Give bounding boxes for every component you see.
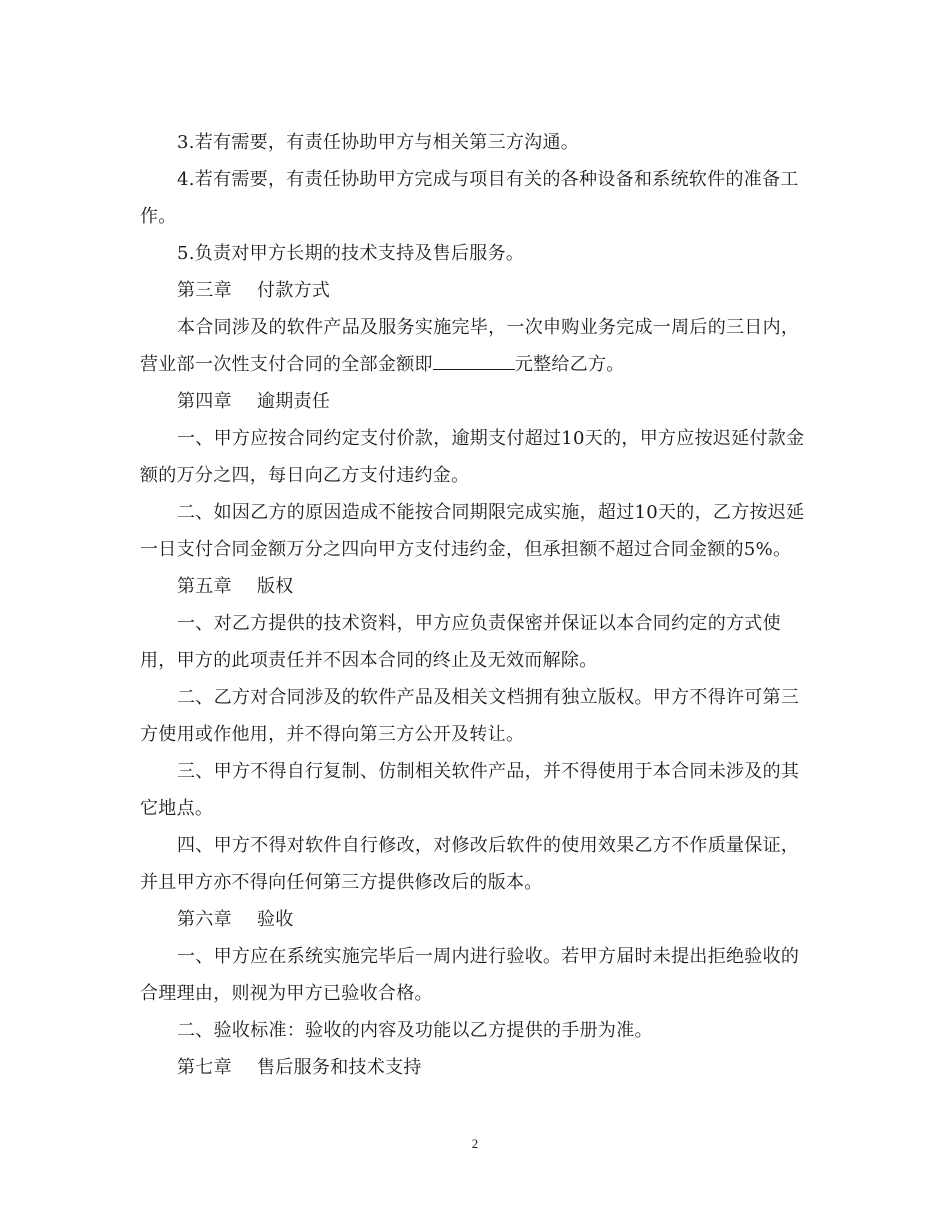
paragraph-obligation-3: 3.若有需要，有责任协助甲方与相关第三方沟通。: [177, 132, 580, 153]
paragraph-copyright-1: 一、对乙方提供的技术资料，甲方应负责保密并保证以本合同约定的方式使用，甲方的此项责任并不因本合同的终止及无效而解除。: [140, 613, 781, 671]
chapter-6-heading: [140, 901, 816, 938]
paragraph-acceptance-1: 一、甲方应在系统实施完毕后一周内进行验收。若甲方届时未提出拒绝验收的合理理由，则视为甲方已验收合格。: [140, 946, 800, 1004]
paragraph-copyright-3: 三、甲方不得自行复制、仿制相关软件产品，并不得使用于本合同未涉及的其它地点。: [140, 761, 800, 819]
chapter-4-heading: [140, 383, 816, 420]
paragraph-overdue-1: 一、甲方应按合同约定支付价款，逾期支付超过10天的，甲方应按迟延付款金额的万分之四，每日向乙方支付违约金。: [140, 428, 805, 486]
paragraph-payment: [140, 309, 816, 383]
chapter-3-number: 第三章: [177, 280, 232, 301]
paragraph-overdue-2: 二、如因乙方的原因造成不能按合同期限完成实施，超过10天的，乙方按迟延一日支付合同金额万分之四向甲方支付违约金，但承担额不超过合同金额的5%。: [140, 502, 805, 560]
paragraph-copyright-2: 二、乙方对合同涉及的软件产品及相关文档拥有独立版权。甲方不得许可第三方使用或作他用，并不得向第三方公开及转让。: [140, 687, 800, 745]
chapter-6-title: 验收: [257, 909, 294, 930]
paragraph-copyright-4: 四、甲方不得对软件自行修改，对修改后软件的使用效果乙方不作质量保证，并且甲方亦不得向任何第三方提供修改后的版本。: [140, 835, 800, 893]
paragraph-obligation-4: 4.若有需要，有责任协助甲方完成与项目有关的各种设备和系统软件的准备工作。: [140, 169, 799, 227]
page-number: 2: [471, 1136, 479, 1151]
chapter-7-title: 售后服务和技术支持: [257, 1057, 422, 1078]
payment-text-end: 元整给乙方。: [514, 354, 625, 375]
chapter-7-number: 第七章: [177, 1057, 232, 1078]
chapter-6-number: 第六章: [177, 909, 232, 930]
chapter-5-number: 第五章: [177, 576, 232, 597]
chapter-4-title: 逾期责任: [257, 391, 331, 412]
chapter-7-heading: [140, 1049, 816, 1086]
chapter-3-title: 付款方式: [257, 280, 331, 301]
chapter-5-title: 版权: [257, 576, 294, 597]
chapter-5-heading: [140, 568, 816, 605]
paragraph-obligation-5: 5.负责对甲方长期的技术支持及售后服务。: [177, 243, 525, 264]
chapter-4-number: 第四章: [177, 391, 232, 412]
amount-blank-line: [433, 355, 515, 370]
chapter-3-heading: [140, 272, 816, 309]
paragraph-acceptance-2: 二、验收标准：验收的内容及功能以乙方提供的手册为准。: [177, 1020, 653, 1041]
payment-text-start: 本合同涉及的软件产品及服务实施完毕，一次申购业务完成一周后的三日内，营业部一次性支付合同的全部金额即: [140, 317, 800, 375]
document-body: [140, 124, 816, 1086]
